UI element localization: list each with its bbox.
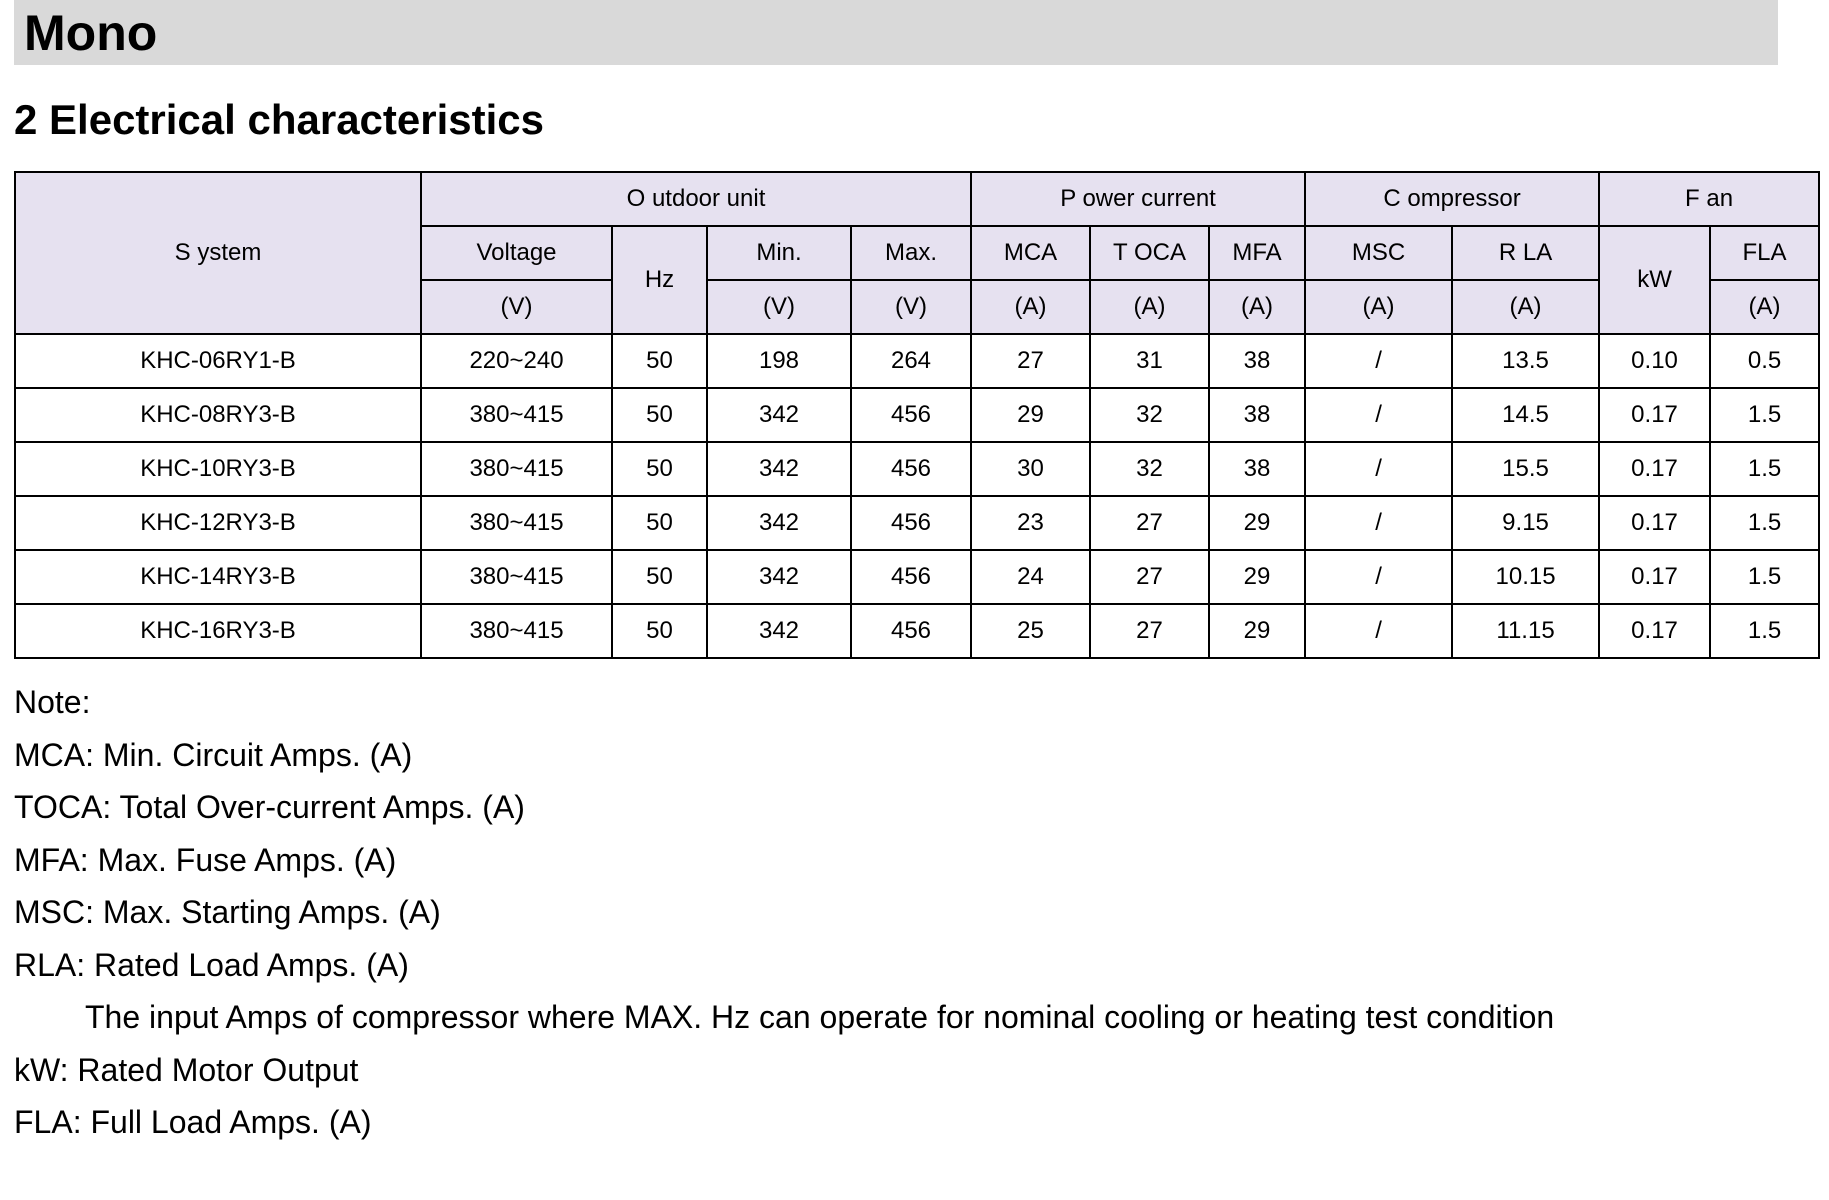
group-header-outdoor-unit: O utdoor unit <box>421 172 971 226</box>
group-header-compressor: C ompressor <box>1305 172 1599 226</box>
cell-min: 342 <box>707 550 851 604</box>
cell-toca: 27 <box>1090 604 1209 658</box>
cell-system: KHC-10RY3-B <box>15 442 421 496</box>
cell-rla: 9.15 <box>1452 496 1599 550</box>
cell-hz: 50 <box>612 550 707 604</box>
cell-hz: 50 <box>612 388 707 442</box>
table-row <box>15 388 1819 442</box>
cell-min: 342 <box>707 496 851 550</box>
cell-max: 456 <box>851 496 971 550</box>
cell-msc: / <box>1305 496 1452 550</box>
col-unit-voltage: (V) <box>421 280 612 334</box>
col-unit-mfa: (A) <box>1209 280 1305 334</box>
note-rla-detail: The input Amps of compressor where MAX. Hz can operate for nominal cooling or heating test condition <box>85 999 1555 1035</box>
note-fla: FLA: Full Load Amps. (A) <box>14 1104 372 1140</box>
cell-toca: 31 <box>1090 334 1209 388</box>
cell-mca: 25 <box>971 604 1090 658</box>
col-unit-mca: (A) <box>971 280 1090 334</box>
notes-title: Note: <box>14 684 91 720</box>
cell-mca: 24 <box>971 550 1090 604</box>
cell-msc: / <box>1305 388 1452 442</box>
cell-system: KHC-16RY3-B <box>15 604 421 658</box>
cell-mfa: 29 <box>1209 496 1305 550</box>
table-row <box>15 550 1819 604</box>
col-unit-max: (V) <box>851 280 971 334</box>
cell-mfa: 38 <box>1209 442 1305 496</box>
system-header: S ystem <box>15 172 421 334</box>
cell-max: 264 <box>851 334 971 388</box>
col-header-min: Min. <box>707 226 851 280</box>
cell-hz: 50 <box>612 496 707 550</box>
cell-rla: 13.5 <box>1452 334 1599 388</box>
col-header-max: Max. <box>851 226 971 280</box>
table-row <box>15 604 1819 658</box>
cell-max: 456 <box>851 388 971 442</box>
cell-msc: / <box>1305 334 1452 388</box>
col-header-kw: kW <box>1599 226 1710 334</box>
cell-mca: 23 <box>971 496 1090 550</box>
cell-max: 456 <box>851 550 971 604</box>
cell-mfa: 29 <box>1209 550 1305 604</box>
cell-hz: 50 <box>612 334 707 388</box>
note-msc: MSC: Max. Starting Amps. (A) <box>14 894 441 930</box>
table-row <box>15 442 1819 496</box>
cell-mca: 30 <box>971 442 1090 496</box>
notes-section <box>14 676 1554 1149</box>
col-header-mfa: MFA <box>1209 226 1305 280</box>
table-row <box>15 334 1819 388</box>
cell-kw: 0.17 <box>1599 496 1710 550</box>
cell-msc: / <box>1305 550 1452 604</box>
col-unit-min: (V) <box>707 280 851 334</box>
note-rla: RLA: Rated Load Amps. (A) <box>14 946 409 983</box>
cell-hz: 50 <box>612 604 707 658</box>
col-unit-rla: (A) <box>1452 280 1599 334</box>
cell-fla: 1.5 <box>1710 496 1819 550</box>
col-header-rla: R LA <box>1452 226 1599 280</box>
cell-fla: 1.5 <box>1710 550 1819 604</box>
cell-mfa: 38 <box>1209 334 1305 388</box>
group-header-fan: F an <box>1599 172 1819 226</box>
cell-min: 342 <box>707 442 851 496</box>
cell-kw: 0.17 <box>1599 388 1710 442</box>
cell-max: 456 <box>851 442 971 496</box>
cell-msc: / <box>1305 442 1452 496</box>
col-unit-msc: (A) <box>1305 280 1452 334</box>
col-unit-toca: (A) <box>1090 280 1209 334</box>
col-header-msc: MSC <box>1305 226 1452 280</box>
col-unit-fla: (A) <box>1710 280 1819 334</box>
cell-voltage: 380~415 <box>421 388 612 442</box>
col-header-voltage: Voltage <box>421 226 612 280</box>
cell-voltage: 380~415 <box>421 604 612 658</box>
cell-mca: 29 <box>971 388 1090 442</box>
col-header-mca: MCA <box>971 226 1090 280</box>
note-mca: MCA: Min. Circuit Amps. (A) <box>14 736 413 773</box>
cell-fla: 1.5 <box>1710 388 1819 442</box>
col-header-hz: Hz <box>612 226 707 334</box>
cell-voltage: 220~240 <box>421 334 612 388</box>
cell-fla: 1.5 <box>1710 442 1819 496</box>
section-heading: 2 Electrical characteristics <box>14 96 545 143</box>
group-header-power-current: P ower current <box>971 172 1305 226</box>
cell-voltage: 380~415 <box>421 550 612 604</box>
note-toca: TOCA: Total Over-current Amps. (A) <box>14 789 525 825</box>
note-mfa: MFA: Max. Fuse Amps. (A) <box>14 841 397 878</box>
cell-mca: 27 <box>971 334 1090 388</box>
cell-toca: 32 <box>1090 442 1209 496</box>
cell-min: 342 <box>707 388 851 442</box>
note-kw: kW: Rated Motor Output <box>14 1051 359 1088</box>
cell-min: 342 <box>707 604 851 658</box>
table-row <box>15 496 1819 550</box>
cell-fla: 1.5 <box>1710 604 1819 658</box>
cell-rla: 15.5 <box>1452 442 1599 496</box>
cell-fla: 0.5 <box>1710 334 1819 388</box>
cell-toca: 32 <box>1090 388 1209 442</box>
banner-title: Mono <box>24 5 158 61</box>
cell-rla: 10.15 <box>1452 550 1599 604</box>
cell-voltage: 380~415 <box>421 442 612 496</box>
cell-system: KHC-14RY3-B <box>15 550 421 604</box>
cell-voltage: 380~415 <box>421 496 612 550</box>
cell-min: 198 <box>707 334 851 388</box>
cell-toca: 27 <box>1090 550 1209 604</box>
title-banner <box>14 0 1778 65</box>
col-header-fla: FLA <box>1710 226 1819 280</box>
cell-system: KHC-08RY3-B <box>15 388 421 442</box>
electrical-characteristics-table <box>14 171 1820 659</box>
cell-system: KHC-06RY1-B <box>15 334 421 388</box>
cell-kw: 0.17 <box>1599 442 1710 496</box>
cell-msc: / <box>1305 604 1452 658</box>
cell-rla: 14.5 <box>1452 388 1599 442</box>
cell-max: 456 <box>851 604 971 658</box>
cell-mfa: 38 <box>1209 388 1305 442</box>
table-body <box>15 334 1819 658</box>
cell-kw: 0.17 <box>1599 604 1710 658</box>
cell-system: KHC-12RY3-B <box>15 496 421 550</box>
cell-kw: 0.10 <box>1599 334 1710 388</box>
cell-mfa: 29 <box>1209 604 1305 658</box>
cell-rla: 11.15 <box>1452 604 1599 658</box>
cell-kw: 0.17 <box>1599 550 1710 604</box>
cell-toca: 27 <box>1090 496 1209 550</box>
cell-hz: 50 <box>612 442 707 496</box>
col-header-toca: T OCA <box>1090 226 1209 280</box>
